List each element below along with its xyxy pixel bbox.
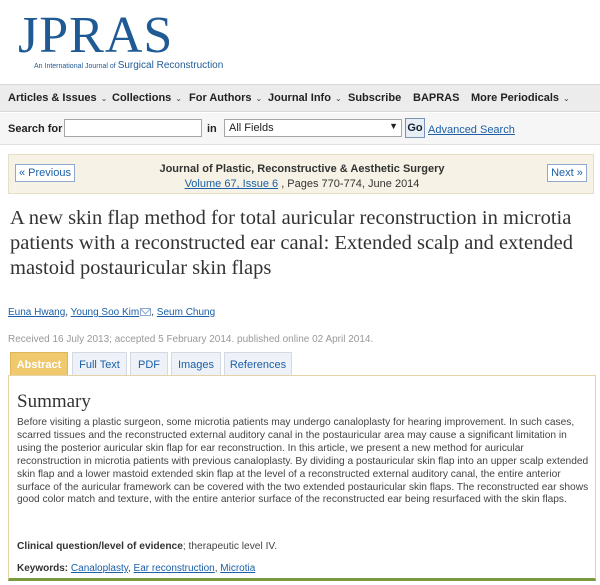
author-link[interactable]: Young Soo Kim bbox=[70, 307, 140, 318]
nav-more-periodicals[interactable] bbox=[471, 92, 570, 104]
nav-articles-issues[interactable] bbox=[8, 92, 107, 104]
journal-logo[interactable]: JPRAS bbox=[18, 7, 174, 64]
search-field-value: All Fields bbox=[229, 122, 274, 134]
author-separator: , bbox=[151, 307, 155, 318]
keyword-link[interactable]: Canaloplasty bbox=[70, 563, 128, 574]
search-field-select[interactable] bbox=[224, 119, 402, 137]
nav-label: Subscribe bbox=[348, 92, 402, 104]
author-list bbox=[8, 307, 215, 318]
chevron-down-icon: ⌄ bbox=[175, 94, 182, 103]
journal-issue-info bbox=[9, 178, 595, 190]
nav-label: For Authors bbox=[189, 92, 252, 104]
author-link[interactable]: Euna Hwang bbox=[8, 307, 66, 318]
nav-subscribe[interactable] bbox=[348, 92, 401, 104]
go-button[interactable]: Go bbox=[405, 118, 425, 138]
nav-label: Journal Info bbox=[268, 92, 331, 104]
nav-journal-info[interactable] bbox=[268, 92, 342, 104]
advanced-search-link[interactable]: Advanced Search bbox=[428, 124, 515, 136]
nav-for-authors[interactable] bbox=[189, 92, 262, 104]
clinical-value: ; therapeutic level IV. bbox=[182, 541, 278, 552]
clinical-label: Clinical question/level of evidence bbox=[17, 541, 183, 552]
logo-tagline bbox=[34, 60, 223, 71]
search-label: Search for bbox=[8, 123, 63, 135]
keywords: Keywords: Canaloplasty, Ear reconstruction, Microtia bbox=[17, 563, 256, 574]
search-bar bbox=[0, 113, 600, 145]
summary-heading: Summary bbox=[17, 391, 91, 412]
chevron-down-icon: ⌄ bbox=[334, 94, 342, 103]
next-article-button[interactable]: Next » bbox=[547, 164, 587, 182]
journal-issue-box bbox=[8, 154, 594, 194]
masthead bbox=[0, 0, 600, 80]
mail-icon[interactable] bbox=[140, 308, 151, 316]
keyword-link[interactable]: Microtia bbox=[220, 563, 256, 574]
keywords-label: Keywords: bbox=[17, 563, 69, 574]
nav-collections[interactable] bbox=[112, 92, 182, 104]
article-title: A new skin flap method for total auricular reconstruction in microtia patients with a reconstructed ear canal: Extended scalp and extended mastoid postauricular skin flaps bbox=[10, 207, 573, 279]
article-dates: Received 16 July 2013; accepted 5 February 2014. published online 02 April 2014. bbox=[8, 334, 374, 345]
logo-tag-main: Surgical Reconstruction bbox=[117, 60, 224, 71]
tab-images[interactable]: Images bbox=[171, 352, 221, 376]
author-separator: , bbox=[65, 307, 69, 318]
volume-issue-link[interactable]: Volume 67, Issue 6 bbox=[184, 178, 279, 190]
chevron-down-icon: ⌄ bbox=[255, 94, 263, 103]
tab-references[interactable]: References bbox=[224, 352, 292, 376]
nav-label: More Periodicals bbox=[471, 92, 560, 104]
main-nav bbox=[0, 84, 600, 112]
chevron-down-icon: ⌄ bbox=[563, 94, 570, 103]
nav-label: BAPRAS bbox=[413, 92, 460, 104]
previous-article-button[interactable]: « Previous bbox=[15, 164, 75, 182]
pages-date: , Pages 770-774, June 2014 bbox=[278, 178, 420, 190]
nav-label: Articles & Issues bbox=[8, 92, 97, 104]
tab-full-text[interactable]: Full Text bbox=[72, 352, 127, 376]
tab-pdf[interactable]: PDF bbox=[130, 352, 168, 376]
search-in-label: in bbox=[207, 123, 217, 135]
author-link[interactable]: Seum Chung bbox=[156, 307, 216, 318]
keyword-link[interactable]: Ear reconstruction bbox=[133, 563, 215, 574]
search-input[interactable] bbox=[64, 119, 202, 137]
clinical-evidence bbox=[17, 541, 277, 552]
summary-text: Before visiting a plastic surgeon, some microtia patients may undergo canaloplasty for hearing improvement. In such cases, scarred tissues and the reconstructed external auditory canal in the postauricular area may cause a significant limitation in using the posterior auricular skin flap for ear reconstruction. In this article, we present a new method for auricular reconstruction in microtia patients with previous canaloplasty. By dividing a postauricular skin flap into an upper scalp extended skin flap and a lower mastoid extended skin flap at the level of a reconstructed external auditory canal, the entire anterior surface of the auricular framework can be covered with the two extended postauricular skin flaps. The reconstructed ear shows good color match and texture, with the entire anterior surface of the reconstructed ear being resurfaced with the skin flaps. bbox=[17, 417, 589, 506]
tab-abstract[interactable]: Abstract bbox=[10, 352, 68, 376]
dropdown-arrow-icon: ▼ bbox=[389, 121, 398, 131]
journal-title[interactable]: Journal of Plastic, Reconstructive & Aesthetic Surgery bbox=[159, 163, 445, 175]
nav-bapras[interactable] bbox=[413, 92, 459, 104]
nav-label: Collections bbox=[112, 92, 172, 104]
chevron-down-icon: ⌄ bbox=[100, 94, 108, 103]
abstract-panel bbox=[8, 375, 596, 581]
logo-tag-prefix: An International Journal of bbox=[34, 63, 116, 70]
